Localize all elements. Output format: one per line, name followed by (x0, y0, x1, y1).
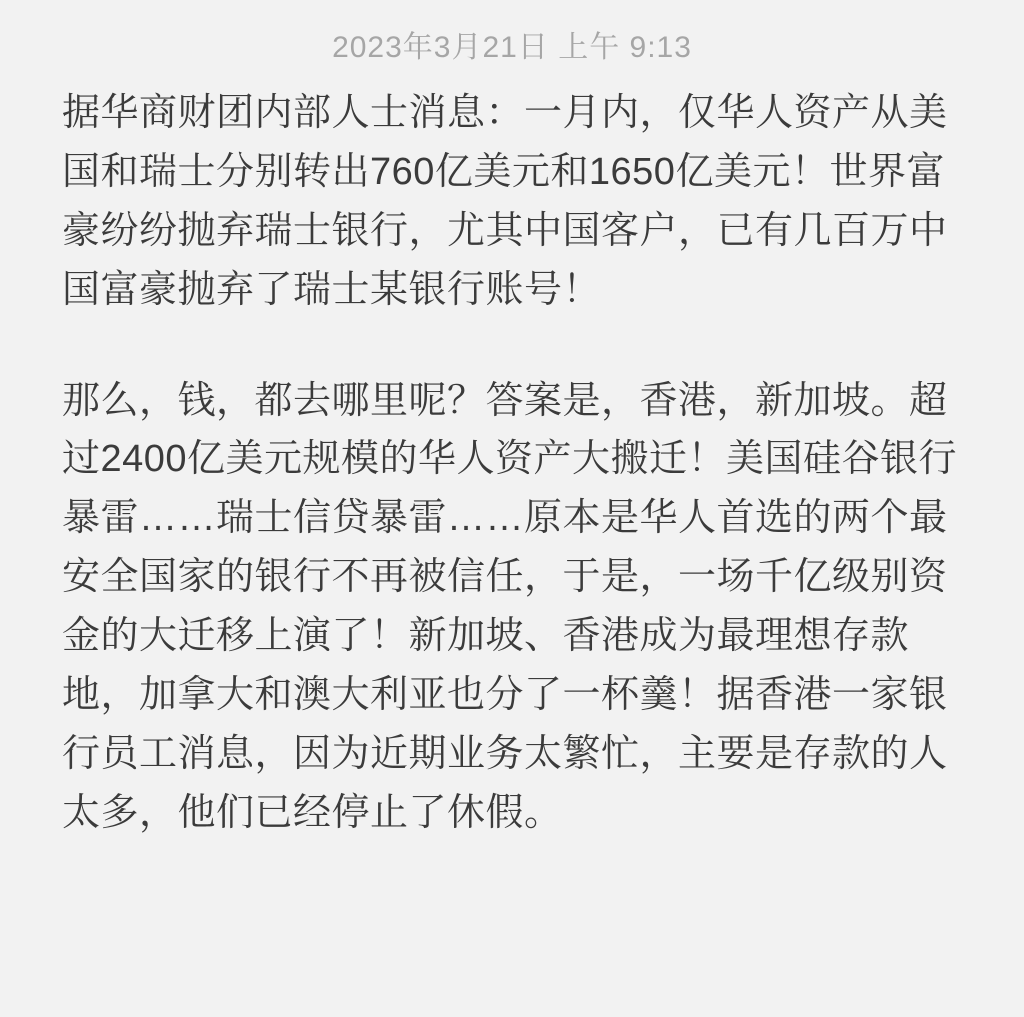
message-paragraph: 那么，钱，都去哪里呢？答案是，香港，新加坡。超过2400亿美元规模的华人资产大搬迁！美国硅谷银行暴雷……瑞士信贷暴雷……原本是华人首选的两个最安全国家的银行不再被信任，于是，一场千亿级别资金的大迁移上演了！新加坡、香港成为最理想存款地，加拿大和澳大利亚也分了一杯羹！据香港一家银行员工消息，因为近期业务太繁忙，主要是存款的人太多，他们已经停止了休假。 (62, 379, 958, 834)
message-paragraph: 据华商财团内部人士消息：一月内，仅华人资产从美国和瑞士分别转出760亿美元和1650亿美元！世界富豪纷纷抛弃瑞士银行，尤其中国客户，已有几百万中国富豪抛弃了瑞士某银行账号！ (62, 92, 948, 311)
message-timestamp: 2023年3月21日 上午 9:13 (332, 31, 692, 64)
message-text-block (62, 84, 962, 843)
